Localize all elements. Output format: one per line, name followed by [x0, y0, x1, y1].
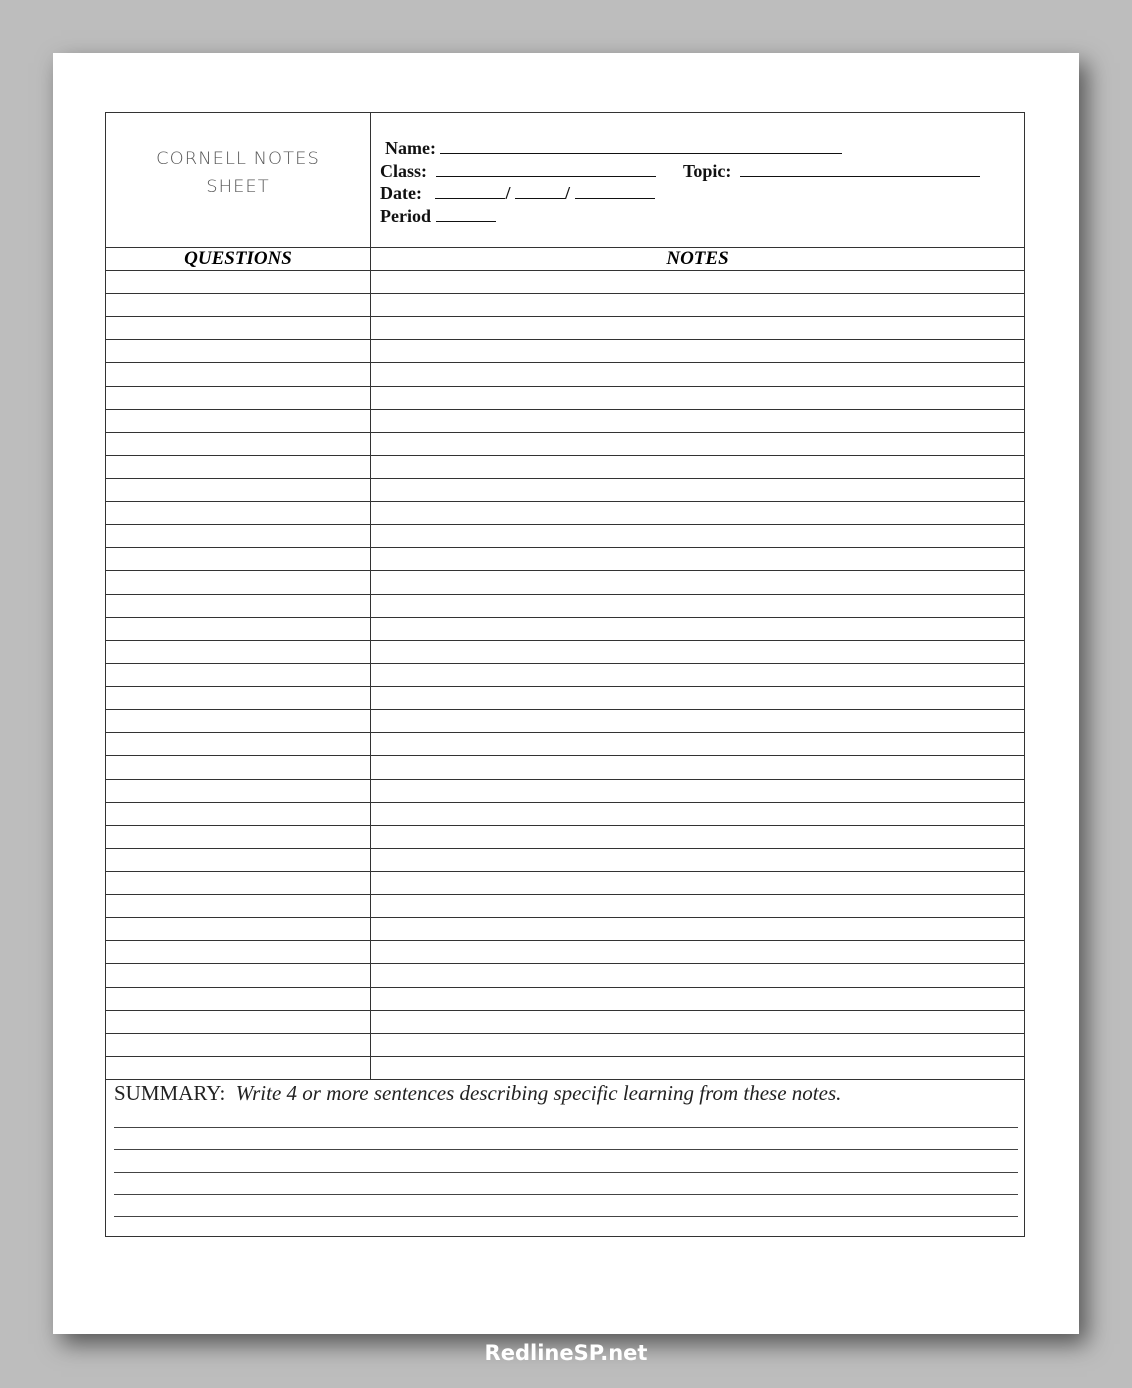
topic-label: Topic:: [683, 160, 732, 181]
summary-label: SUMMARY:: [114, 1081, 226, 1105]
name-label: Name:: [385, 138, 436, 158]
note-row-line[interactable]: [106, 802, 1024, 803]
topic-field[interactable]: [740, 162, 980, 177]
date-separator: /: [565, 183, 571, 203]
note-row-line[interactable]: [106, 594, 1024, 595]
note-row-line[interactable]: [106, 663, 1024, 664]
note-row-line[interactable]: [106, 755, 1024, 756]
header-divider[interactable]: [106, 247, 1024, 248]
note-row-line[interactable]: [106, 501, 1024, 502]
sheet-title: [99, 145, 376, 201]
note-row-line[interactable]: [106, 963, 1024, 964]
note-row-line[interactable]: [106, 617, 1024, 618]
note-row-line[interactable]: [106, 732, 1024, 733]
note-row-line[interactable]: [106, 547, 1024, 548]
class-field[interactable]: [436, 162, 656, 177]
note-row-line[interactable]: [106, 386, 1024, 387]
date-label: Date:: [380, 183, 422, 203]
note-row-line[interactable]: [106, 987, 1024, 988]
note-row-line[interactable]: [106, 432, 1024, 433]
note-row-line[interactable]: [106, 1056, 1024, 1057]
questions-header: QUESTIONS: [184, 248, 292, 269]
note-row-line[interactable]: [106, 455, 1024, 456]
cornell-notes-sheet: [105, 112, 1025, 1237]
note-row-line[interactable]: [106, 640, 1024, 641]
note-row-line[interactable]: [106, 1010, 1024, 1011]
date-month-field[interactable]: [435, 184, 505, 199]
summary-prompt: [114, 1081, 841, 1106]
note-row-line[interactable]: [106, 848, 1024, 849]
date-separator: /: [505, 183, 511, 203]
summary-text: Write 4 or more sentences describing specific learning from these notes.: [235, 1081, 842, 1105]
note-row-line[interactable]: [106, 940, 1024, 941]
note-row-line[interactable]: [106, 686, 1024, 687]
note-row-line[interactable]: [106, 570, 1024, 571]
title-line-1: CORNELL NOTES: [156, 149, 320, 169]
note-row-line[interactable]: [106, 894, 1024, 895]
name-field[interactable]: [440, 139, 842, 154]
summary-line[interactable]: [114, 1127, 1018, 1128]
summary-line[interactable]: [114, 1194, 1018, 1195]
note-row-line[interactable]: [106, 1079, 1024, 1080]
note-row-line[interactable]: [106, 478, 1024, 479]
watermark: RedlineSP.net: [484, 1341, 648, 1365]
note-row-line[interactable]: [106, 270, 1024, 271]
date-year-field[interactable]: [575, 184, 655, 199]
date-day-field[interactable]: [515, 184, 565, 199]
note-row-line[interactable]: [106, 709, 1024, 710]
summary-line[interactable]: [114, 1172, 1018, 1173]
note-row-line[interactable]: [106, 779, 1024, 780]
summary-line[interactable]: [114, 1149, 1018, 1150]
period-field[interactable]: [436, 207, 496, 222]
summary-line[interactable]: [114, 1216, 1018, 1217]
notes-page: [53, 53, 1079, 1365]
note-row-line[interactable]: [106, 825, 1024, 826]
note-row-line[interactable]: [106, 917, 1024, 918]
note-row-line[interactable]: [106, 339, 1024, 340]
note-row-line[interactable]: [106, 293, 1024, 294]
class-label: Class:: [380, 160, 428, 181]
student-info: [380, 137, 980, 227]
note-row-line[interactable]: [106, 524, 1024, 525]
note-row-line[interactable]: [106, 1033, 1024, 1034]
note-row-line[interactable]: [106, 871, 1024, 872]
notes-header: NOTES: [666, 248, 729, 269]
note-row-line[interactable]: [106, 316, 1024, 317]
period-label: Period: [380, 205, 431, 226]
note-row-line[interactable]: [106, 362, 1024, 363]
note-row-line[interactable]: [106, 409, 1024, 410]
title-line-2: SHEET: [206, 177, 270, 197]
